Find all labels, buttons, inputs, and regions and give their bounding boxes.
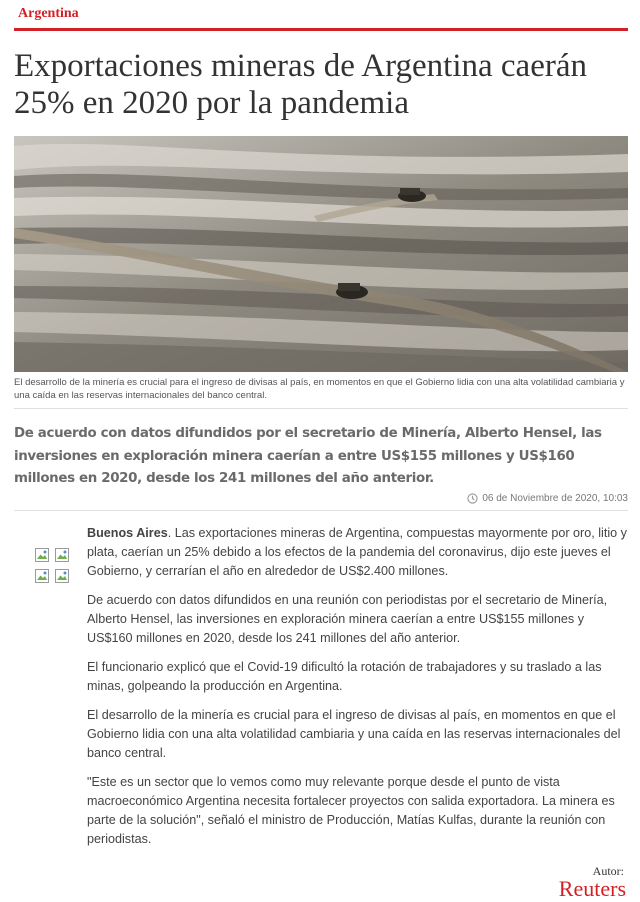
share-button-2[interactable]	[55, 548, 69, 562]
body-paragraph: "Este es un sector que lo vemos como muy relevante porque desde el punto de vista macroeconómico Argentina necesita fortalecer proyectos con salida exportadora. La minera es parte de la solución", señaló el ministro de Producción, Matías Kulfas, durante la reunión con periodistas.	[87, 775, 615, 846]
broken-image-icon	[35, 569, 49, 583]
section-link-argentina[interactable]: Argentina	[18, 6, 79, 21]
share-button-3[interactable]	[35, 569, 49, 583]
clock-icon	[467, 493, 478, 504]
body-city: Buenos Aires	[87, 526, 168, 540]
share-button-1[interactable]	[35, 548, 49, 562]
publish-date-text: 06 de Noviembre de 2020, 10:03	[482, 493, 628, 504]
share-buttons	[35, 548, 71, 583]
section-divider	[14, 28, 628, 31]
body-paragraph: El funcionario explicó que el Covid-19 dificultó la rotación de trabajadores y su traslado a las minas, golpeando la producción en Argentina.	[87, 660, 602, 693]
article-hero-image	[14, 136, 628, 372]
body-paragraph	[87, 524, 627, 581]
caption-divider	[14, 408, 628, 409]
date-divider	[14, 510, 628, 511]
share-button-4[interactable]	[55, 569, 69, 583]
article-headline: Exportaciones mineras de Argentina caerán 25% en 2020 por la pandemia	[14, 48, 587, 121]
body-paragraph: De acuerdo con datos difundidos en una reunión con periodistas por el secretario de Minería, Alberto Hensel, las inversiones en exploración minera caerían a entre US$155 millones y US$160 millones en 2020, desde los 241 millones del año anterior.	[87, 593, 608, 645]
body-paragraph: El desarrollo de la minería es crucial para el ingreso de divisas al país, en momentos en que el Gobierno lidia con una alta volatilidad cambiaria y una caída en las reservas internacionales del banco central.	[87, 708, 621, 760]
article-body	[87, 524, 627, 859]
body-paragraph-1-text: . Las exportaciones mineras de Argentina, compuestas mayormente por oro, litio y plata, caerían un 25% debido a los efectos de la pandemia del coronavirus, dijo este jueves el Gobierno, y cerrarían el año en alrededor de US$2.400 millones.	[87, 526, 627, 578]
author-label: Autor:	[592, 864, 624, 878]
image-caption: El desarrollo de la minería es crucial para el ingreso de divisas al país, en momentos en que el Gobierno lidia con una alta volatilidad cambiaria y una caída en las reservas internacionales del banco central.	[14, 377, 625, 401]
broken-image-icon	[55, 569, 69, 583]
author-name: Reuters	[558, 876, 626, 901]
article-summary: De acuerdo con datos difundidos por el secretario de Minería, Alberto Hensel, las inversiones en exploración minera caerían a entre US$155 millones y US$160 millones en 2020, desde los 241 millones del año anterior.	[14, 426, 602, 486]
publish-date	[467, 493, 628, 504]
broken-image-icon	[55, 548, 69, 562]
broken-image-icon	[35, 548, 49, 562]
